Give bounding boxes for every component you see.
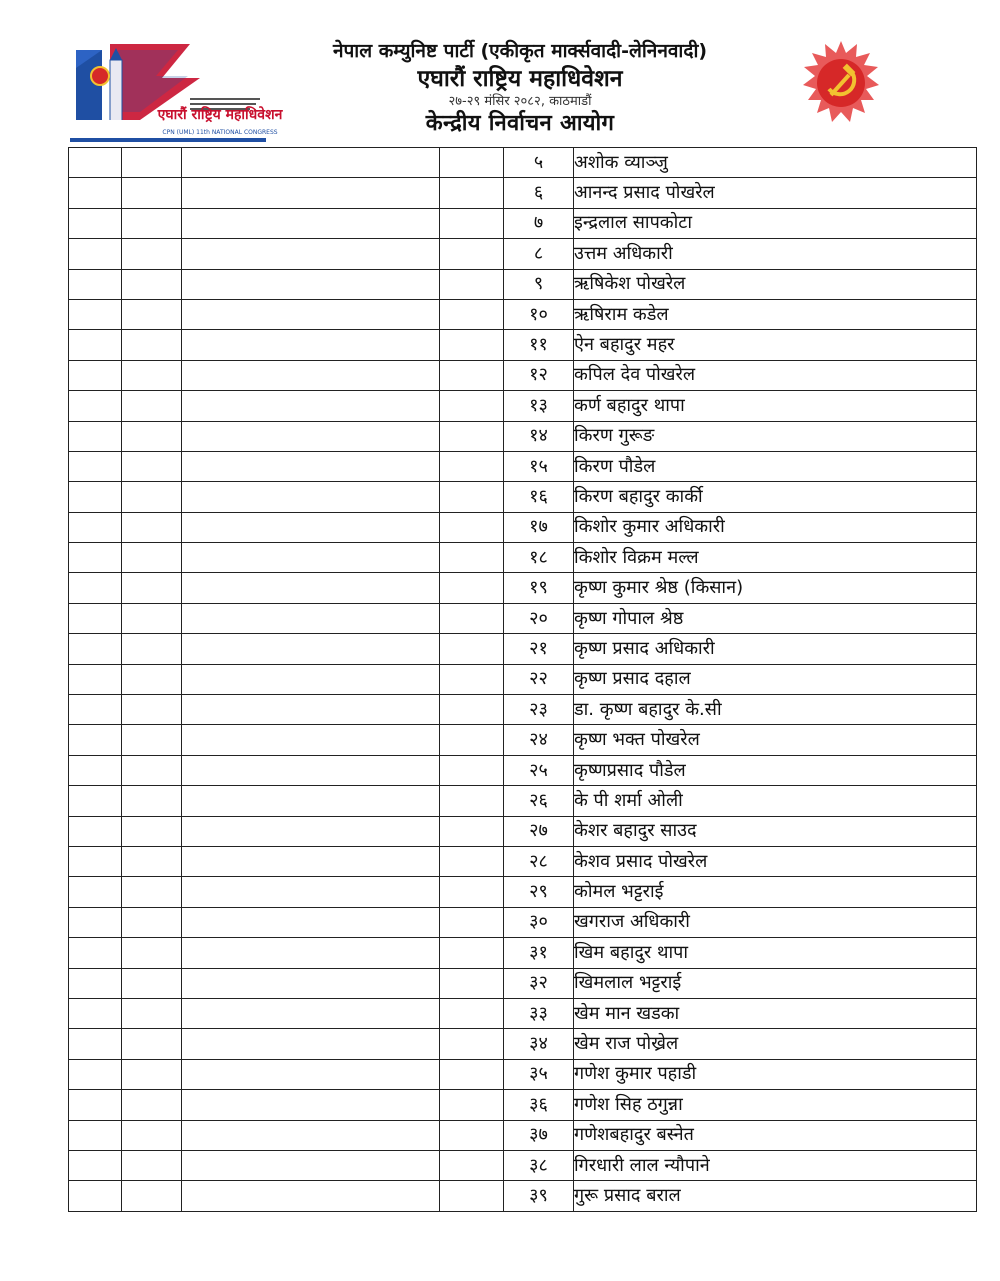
serial-number: २३	[504, 695, 574, 725]
empty-cell	[182, 846, 440, 876]
serial-number: २२	[504, 664, 574, 694]
empty-cell	[122, 1029, 182, 1059]
table-row	[69, 1120, 977, 1150]
table-row	[69, 330, 977, 360]
serial-number: १८	[504, 543, 574, 573]
empty-cell	[69, 269, 122, 299]
serial-number: ८	[504, 239, 574, 269]
logo-caption: एघारौं राष्ट्रिय महाधिवेशन	[157, 107, 283, 123]
empty-cell	[122, 816, 182, 846]
table-row	[69, 603, 977, 633]
empty-cell	[69, 664, 122, 694]
empty-cell	[182, 907, 440, 937]
serial-number: १५	[504, 451, 574, 481]
empty-cell	[69, 1150, 122, 1180]
logo-subcaption: CPN (UML) 11th NATIONAL CONGRESS	[162, 129, 278, 136]
serial-number: ५	[504, 148, 574, 178]
page-header	[0, 0, 1000, 146]
table-row	[69, 634, 977, 664]
candidate-name: कर्ण बहादुर थापा	[574, 391, 977, 421]
serial-number: १७	[504, 512, 574, 542]
candidate-name: गणेश सिह ठगुन्ना	[574, 1090, 977, 1120]
empty-cell	[440, 299, 504, 329]
empty-cell	[440, 421, 504, 451]
hammer-sickle-star-emblem-icon	[798, 40, 884, 126]
serial-number: ३६	[504, 1090, 574, 1120]
empty-cell	[440, 1029, 504, 1059]
congress-logo	[70, 40, 283, 144]
serial-number: ३९	[504, 1181, 574, 1211]
empty-cell	[122, 1090, 182, 1120]
serial-number: ३३	[504, 998, 574, 1028]
candidate-name: किशोर विक्रम मल्ल	[574, 543, 977, 573]
empty-cell	[182, 877, 440, 907]
empty-cell	[122, 239, 182, 269]
serial-number: ११	[504, 330, 574, 360]
empty-cell	[182, 664, 440, 694]
empty-cell	[69, 148, 122, 178]
empty-cell	[440, 938, 504, 968]
empty-cell	[69, 299, 122, 329]
candidate-name: खेम राज पोख्रेल	[574, 1029, 977, 1059]
candidate-name: केशव प्रसाद पोखरेल	[574, 846, 977, 876]
serial-number: २०	[504, 603, 574, 633]
candidate-name: कृष्ण गोपाल श्रेष्ठ	[574, 603, 977, 633]
candidate-name: खिमलाल भट्टराई	[574, 968, 977, 998]
empty-cell	[122, 421, 182, 451]
empty-cell	[122, 998, 182, 1028]
candidate-name: गिरधारी लाल न्यौपाने	[574, 1150, 977, 1180]
empty-cell	[69, 877, 122, 907]
table-row	[69, 695, 977, 725]
empty-cell	[69, 512, 122, 542]
empty-cell	[182, 998, 440, 1028]
empty-cell	[440, 482, 504, 512]
empty-cell	[182, 482, 440, 512]
candidate-name: गणेश कुमार पहाडी	[574, 1059, 977, 1089]
table-row	[69, 1090, 977, 1120]
candidate-name: किरण गुरूङ	[574, 421, 977, 451]
empty-cell	[440, 1150, 504, 1180]
empty-cell	[69, 725, 122, 755]
candidate-name: उत्तम अधिकारी	[574, 239, 977, 269]
serial-number: २४	[504, 725, 574, 755]
empty-cell	[69, 846, 122, 876]
congress-title: एघारौं राष्ट्रिय महाधिवेशन	[417, 66, 623, 92]
candidate-name: कृष्ण प्रसाद अधिकारी	[574, 634, 977, 664]
candidate-name: के पी शर्मा ओली	[574, 786, 977, 816]
empty-cell	[440, 1059, 504, 1089]
empty-cell	[69, 968, 122, 998]
candidate-name: डा. कृष्ण बहादुर के.सी	[574, 695, 977, 725]
table-row	[69, 816, 977, 846]
serial-number: २७	[504, 816, 574, 846]
empty-cell	[122, 451, 182, 481]
empty-cell	[69, 451, 122, 481]
table-row	[69, 239, 977, 269]
serial-number: १२	[504, 360, 574, 390]
candidate-name: कोमल भट्टराई	[574, 877, 977, 907]
empty-cell	[440, 269, 504, 299]
candidate-name: आनन्द प्रसाद पोखरेल	[574, 178, 977, 208]
empty-cell	[440, 239, 504, 269]
empty-cell	[182, 391, 440, 421]
candidate-name: कृष्ण कुमार श्रेष्ठ (किसान)	[574, 573, 977, 603]
table-row	[69, 1150, 977, 1180]
candidate-name: किरण पौडेल	[574, 451, 977, 481]
empty-cell	[182, 1181, 440, 1211]
empty-cell	[69, 1120, 122, 1150]
table-row	[69, 208, 977, 238]
roster-body	[69, 148, 977, 1212]
empty-cell	[69, 938, 122, 968]
empty-cell	[440, 178, 504, 208]
empty-cell	[182, 634, 440, 664]
table-row	[69, 938, 977, 968]
empty-cell	[182, 543, 440, 573]
empty-cell	[440, 907, 504, 937]
empty-cell	[182, 330, 440, 360]
empty-cell	[122, 968, 182, 998]
empty-cell	[182, 1090, 440, 1120]
empty-cell	[182, 695, 440, 725]
empty-cell	[122, 786, 182, 816]
empty-cell	[122, 1120, 182, 1150]
table-row	[69, 178, 977, 208]
empty-cell	[122, 755, 182, 785]
empty-cell	[69, 755, 122, 785]
empty-cell	[69, 907, 122, 937]
party-name: नेपाल कम्युनिष्ट पार्टी (एकीकृत मार्क्सवादी-लेनिनवादी)	[332, 40, 708, 62]
empty-cell	[440, 512, 504, 542]
table-row	[69, 148, 977, 178]
serial-number: २५	[504, 755, 574, 785]
table-row	[69, 846, 977, 876]
empty-cell	[122, 1150, 182, 1180]
table-row	[69, 664, 977, 694]
empty-cell	[440, 330, 504, 360]
serial-number: ३४	[504, 1029, 574, 1059]
serial-number: ३५	[504, 1059, 574, 1089]
empty-cell	[182, 1059, 440, 1089]
table-row	[69, 543, 977, 573]
empty-cell	[182, 269, 440, 299]
empty-cell	[182, 451, 440, 481]
table-row	[69, 1029, 977, 1059]
empty-cell	[69, 1059, 122, 1089]
empty-cell	[182, 421, 440, 451]
candidate-name: कृष्ण भक्त पोखरेल	[574, 725, 977, 755]
empty-cell	[440, 786, 504, 816]
empty-cell	[182, 1029, 440, 1059]
empty-cell	[122, 543, 182, 573]
candidate-roster-table	[68, 147, 977, 1212]
header-titles	[280, 38, 760, 138]
empty-cell	[440, 877, 504, 907]
empty-cell	[122, 148, 182, 178]
candidate-name: ऐन बहादुर महर	[574, 330, 977, 360]
candidate-name: केशर बहादुर साउद	[574, 816, 977, 846]
empty-cell	[440, 846, 504, 876]
empty-cell	[69, 1090, 122, 1120]
empty-cell	[182, 239, 440, 269]
empty-cell	[182, 816, 440, 846]
empty-cell	[122, 512, 182, 542]
dates-place: २७-२९ मंसिर २०८२, काठमाडौं	[448, 94, 592, 109]
empty-cell	[69, 421, 122, 451]
empty-cell	[122, 938, 182, 968]
table-row	[69, 482, 977, 512]
table-row	[69, 786, 977, 816]
serial-number: ३०	[504, 907, 574, 937]
empty-cell	[122, 330, 182, 360]
empty-cell	[182, 603, 440, 633]
empty-cell	[440, 148, 504, 178]
serial-number: ६	[504, 178, 574, 208]
empty-cell	[122, 482, 182, 512]
empty-cell	[182, 148, 440, 178]
serial-number: ३८	[504, 1150, 574, 1180]
empty-cell	[182, 725, 440, 755]
empty-cell	[440, 998, 504, 1028]
empty-cell	[122, 603, 182, 633]
empty-cell	[182, 1120, 440, 1150]
serial-number: २१	[504, 634, 574, 664]
candidate-name: ऋषिकेश पोखरेल	[574, 269, 977, 299]
serial-number: २८	[504, 846, 574, 876]
table-row	[69, 269, 977, 299]
empty-cell	[440, 451, 504, 481]
candidate-name: इन्द्रलाल सापकोटा	[574, 208, 977, 238]
candidate-name: अशोक व्याञ्जु	[574, 148, 977, 178]
empty-cell	[69, 1181, 122, 1211]
commission-title: केन्द्रीय निर्वाचन आयोग	[425, 111, 615, 136]
empty-cell	[122, 360, 182, 390]
empty-cell	[440, 391, 504, 421]
candidate-name: ऋषिराम कडेल	[574, 299, 977, 329]
table-row	[69, 360, 977, 390]
empty-cell	[440, 360, 504, 390]
empty-cell	[122, 846, 182, 876]
table-row	[69, 998, 977, 1028]
table-row	[69, 907, 977, 937]
table-row	[69, 421, 977, 451]
empty-cell	[122, 299, 182, 329]
empty-cell	[182, 938, 440, 968]
table-row	[69, 391, 977, 421]
candidate-name: कृष्ण प्रसाद दहाल	[574, 664, 977, 694]
empty-cell	[69, 816, 122, 846]
empty-cell	[440, 543, 504, 573]
empty-cell	[440, 1090, 504, 1120]
empty-cell	[182, 299, 440, 329]
empty-cell	[69, 786, 122, 816]
table-row	[69, 573, 977, 603]
empty-cell	[122, 269, 182, 299]
empty-cell	[122, 664, 182, 694]
empty-cell	[122, 208, 182, 238]
empty-cell	[122, 907, 182, 937]
empty-cell	[122, 391, 182, 421]
empty-cell	[440, 573, 504, 603]
empty-cell	[69, 998, 122, 1028]
serial-number: १०	[504, 299, 574, 329]
empty-cell	[69, 208, 122, 238]
candidate-name: कपिल देव पोखरेल	[574, 360, 977, 390]
table-row	[69, 725, 977, 755]
candidate-name: किरण बहादुर कार्की	[574, 482, 977, 512]
empty-cell	[69, 239, 122, 269]
empty-cell	[69, 603, 122, 633]
serial-number: २९	[504, 877, 574, 907]
empty-cell	[69, 330, 122, 360]
candidate-name: कृष्णप्रसाद पौडेल	[574, 755, 977, 785]
empty-cell	[182, 786, 440, 816]
table-row	[69, 877, 977, 907]
empty-cell	[69, 360, 122, 390]
empty-cell	[69, 543, 122, 573]
serial-number: ७	[504, 208, 574, 238]
serial-number: १३	[504, 391, 574, 421]
empty-cell	[182, 178, 440, 208]
candidate-name: खगराज अधिकारी	[574, 907, 977, 937]
empty-cell	[69, 391, 122, 421]
empty-cell	[182, 208, 440, 238]
serial-number: २६	[504, 786, 574, 816]
serial-number: १४	[504, 421, 574, 451]
candidate-name: खिम बहादुर थापा	[574, 938, 977, 968]
table-row	[69, 1059, 977, 1089]
empty-cell	[122, 725, 182, 755]
serial-number: ३२	[504, 968, 574, 998]
table-row	[69, 451, 977, 481]
empty-cell	[440, 664, 504, 694]
serial-number: ९	[504, 269, 574, 299]
empty-cell	[440, 816, 504, 846]
empty-cell	[182, 512, 440, 542]
empty-cell	[69, 634, 122, 664]
empty-cell	[182, 968, 440, 998]
empty-cell	[122, 695, 182, 725]
empty-cell	[122, 178, 182, 208]
empty-cell	[182, 573, 440, 603]
empty-cell	[440, 695, 504, 725]
empty-cell	[182, 755, 440, 785]
empty-cell	[440, 1181, 504, 1211]
empty-cell	[440, 1120, 504, 1150]
empty-cell	[69, 695, 122, 725]
table-row	[69, 755, 977, 785]
empty-cell	[69, 1029, 122, 1059]
candidate-name: किशोर कुमार अधिकारी	[574, 512, 977, 542]
empty-cell	[182, 1150, 440, 1180]
table-row	[69, 1181, 977, 1211]
empty-cell	[440, 603, 504, 633]
empty-cell	[69, 482, 122, 512]
empty-cell	[122, 877, 182, 907]
empty-cell	[440, 755, 504, 785]
empty-cell	[182, 360, 440, 390]
serial-number: ३७	[504, 1120, 574, 1150]
table-row	[69, 512, 977, 542]
empty-cell	[440, 968, 504, 998]
candidate-name: गुरू प्रसाद बराल	[574, 1181, 977, 1211]
empty-cell	[122, 1181, 182, 1211]
serial-number: १६	[504, 482, 574, 512]
serial-number: १९	[504, 573, 574, 603]
serial-number: ३१	[504, 938, 574, 968]
candidate-name: गणेशबहादुर बस्नेत	[574, 1120, 977, 1150]
table-row	[69, 968, 977, 998]
empty-cell	[440, 208, 504, 238]
candidate-name: खेम मान खडका	[574, 998, 977, 1028]
table-row	[69, 299, 977, 329]
empty-cell	[440, 634, 504, 664]
empty-cell	[440, 725, 504, 755]
empty-cell	[69, 573, 122, 603]
empty-cell	[122, 1059, 182, 1089]
empty-cell	[122, 573, 182, 603]
empty-cell	[122, 634, 182, 664]
empty-cell	[69, 178, 122, 208]
